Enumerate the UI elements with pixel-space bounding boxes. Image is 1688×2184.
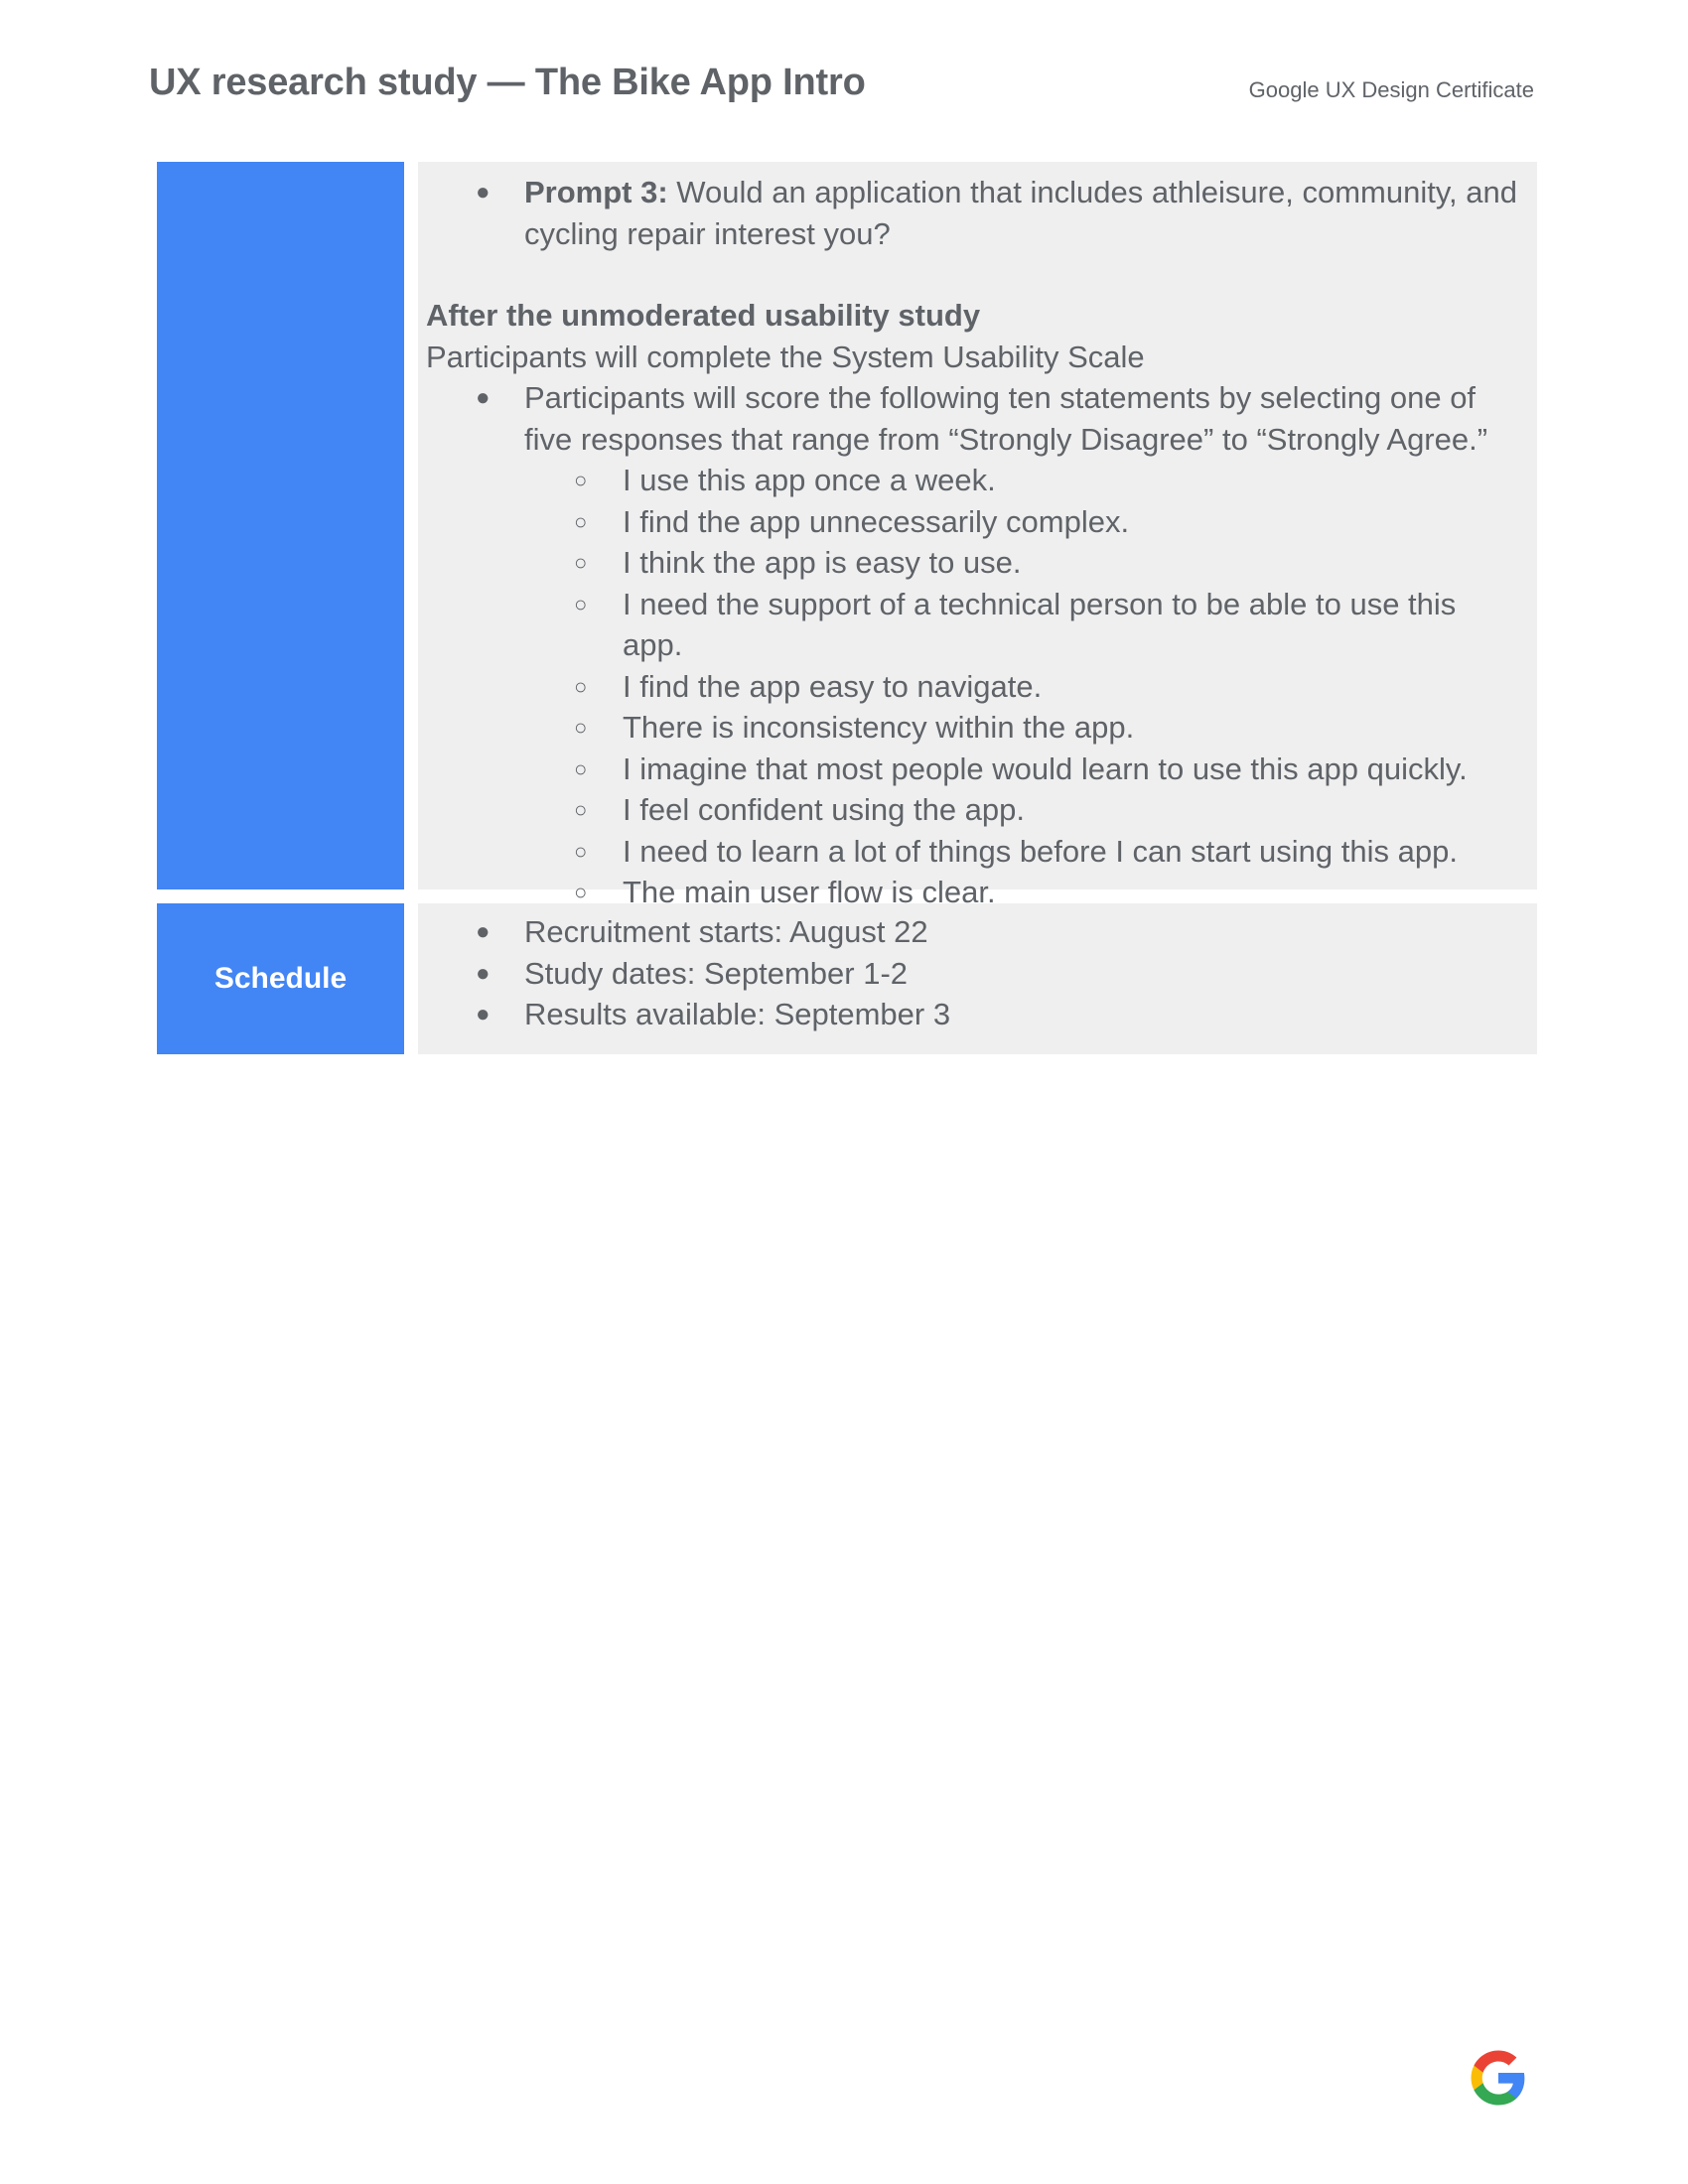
prompt-list — [426, 172, 1521, 254]
prompt-label: Prompt 3: — [524, 175, 668, 209]
row-content — [418, 162, 1537, 909]
page-title: UX research study — The Bike App Intro — [149, 62, 866, 103]
schedule-list — [426, 911, 1521, 1035]
statement-item: ○ The main user flow is clear. — [524, 872, 1521, 913]
row-content-schedule — [418, 903, 1537, 1054]
list-item — [426, 377, 1521, 913]
statement-item: ○ I use this app once a week. — [524, 460, 1521, 501]
statement-item: ○ I feel confident using the app. — [524, 789, 1521, 831]
statement-list — [524, 460, 1521, 913]
sus-bullet-text: Participants will score the following ten statements by selecting one of five responses that range from “Strongly Disagree” to “Strongly Agree.” — [524, 380, 1488, 457]
statement-item: ○ I imagine that most people would learn to use this app quickly. — [524, 749, 1521, 790]
row-label-schedule: Schedule — [157, 903, 404, 1054]
list-item — [426, 172, 1521, 254]
statement-item: ○ I find the app easy to navigate. — [524, 666, 1521, 708]
sus-list — [426, 377, 1521, 913]
list-item: ● Study dates: September 1-2 — [426, 953, 1521, 995]
statement-item: ○ There is inconsistency within the app. — [524, 707, 1521, 749]
table-row-usability-study — [157, 162, 1537, 909]
list-item: ● Results available: September 3 — [426, 994, 1521, 1035]
page-subtitle: Google UX Design Certificate — [1248, 77, 1534, 102]
prompt-text: Would an application that includes athleisure, community, and cycling repair interest you? — [524, 175, 1517, 251]
table-row-schedule — [157, 903, 1537, 1054]
statement-item: ○ I need to learn a lot of things before I can start using this app. — [524, 831, 1521, 873]
statement-item: ○ I find the app unnecessarily complex. — [524, 501, 1521, 543]
statement-item: ○ I think the app is easy to use. — [524, 542, 1521, 584]
statement-item: ○ I need the support of a technical person to be able to use this app. — [524, 584, 1521, 666]
google-g-logo-icon — [1469, 2048, 1528, 2108]
row-label — [157, 162, 404, 889]
list-item: ● Recruitment starts: August 22 — [426, 911, 1521, 953]
section-intro: Participants will complete the System Usability Scale — [426, 339, 1145, 374]
study-table — [157, 162, 1537, 1068]
spacer — [426, 254, 1521, 295]
section-heading: After the unmoderated usability study — [426, 298, 981, 333]
